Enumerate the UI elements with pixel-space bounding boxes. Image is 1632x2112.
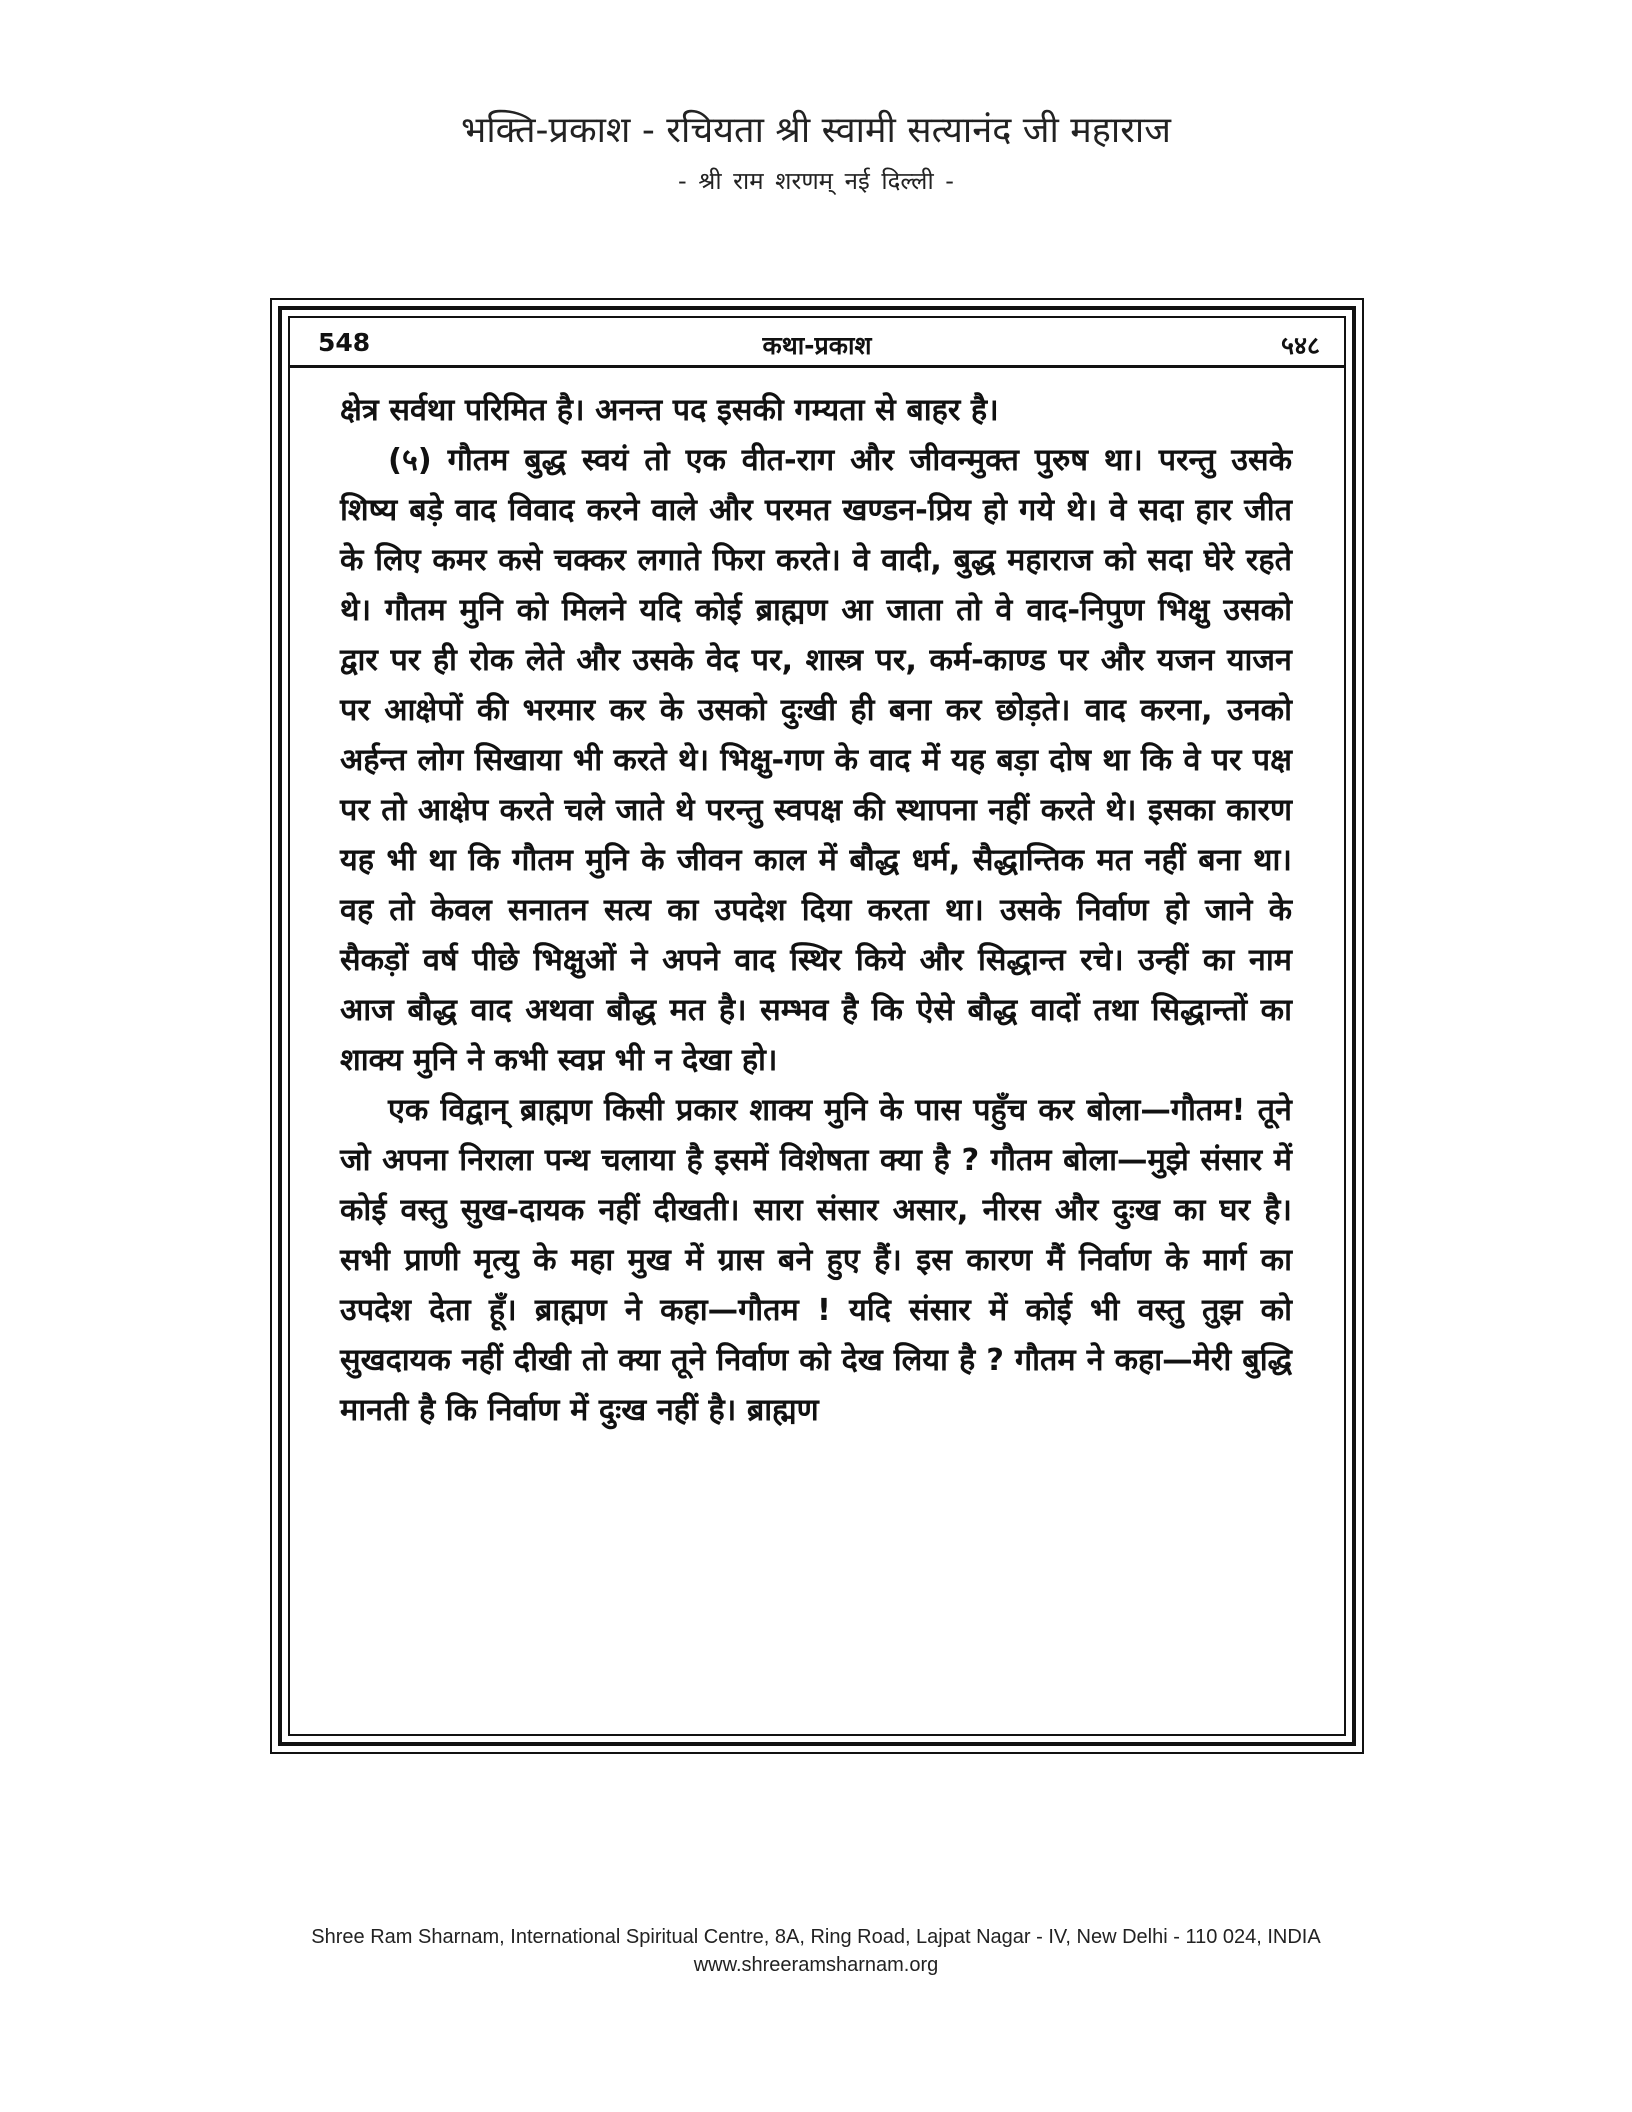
publisher-subtitle: - श्री राम शरणम् नई दिल्ली - — [678, 167, 954, 195]
paragraph-3: एक विद्वान् ब्राह्मण किसी प्रकार शाक्य मुनि के पास पहुँच कर बोला—गौतम! तूने जो अपना निराला पन्थ चलाया है इसमें विशेषता क्या है ? गौतम बोला—मुझे संसार में कोई वस्तु सुख-दायक नहीं दीखती। सारा संसार असार, नीरस और दुःख का घर है। सभी प्राणी मृत्यु के महा मुख में ग्रास बने हुए हैं। इस कारण मैं निर्वाण के मार्ग का उपदेश देता हूँ। ब्राह्मण ने कहा—गौतम ! यदि संसार में कोई भी वस्तु तुझ को सुखदायक नहीं दीखी तो क्या तूने निर्वाण को देख लिया है ? गौतम ने कहा—मेरी बुद्धि मानती है कि निर्वाण में दुःख नहीं है। ब्राह्मण — [340, 1093, 1292, 1428]
page-number: 548 — [318, 328, 371, 357]
footer-website: www.shreeramsharnam.org — [693, 1954, 939, 1976]
running-head — [290, 318, 1344, 368]
body-text — [340, 386, 1292, 1436]
section-title: कथा-प्रकाश — [762, 331, 872, 360]
page-frame — [270, 298, 1364, 1754]
page-number-devanagari: ५४८ — [1280, 331, 1320, 360]
paragraph-1: क्षेत्र सर्वथा परिमित है। अनन्त पद इसकी गम्यता से बाहर है। — [340, 393, 999, 428]
footer-address: Shree Ram Sharnam, International Spiritual Centre, 8A, Ring Road, Lajpat Nagar - IV, New Delhi - 110 024, INDIA — [311, 1926, 1321, 1948]
paragraph-2: (५) गौतम बुद्ध स्वयं तो एक वीत-राग और जीवन्मुक्त पुरुष था। परन्तु उसके शिष्य बड़े वाद विवाद करने वाले और परमत खण्डन-प्रिय हो गये थे। वे सदा हार जीत के लिए कमर कसे चक्कर लगाते फिरा करते। वे वादी, बुद्ध महाराज को सदा घेरे रहते थे। गौतम मुनि को मिलने यदि कोई ब्राह्मण आ जाता तो वे वाद-निपुण भिक्षु उसको द्वार पर ही रोक लेते और उसके वेद पर, शास्त्र पर, कर्म-काण्ड पर और यजन याजन पर आक्षेपों की भरमार कर के उसको दुःखी ही बना कर छोड़ते। वाद करना, उनको अर्हन्त लोग सिखाया भी करते थे। भिक्षु-गण के वाद में यह बड़ा दोष था कि वे पर पक्ष पर तो आक्षेप करते चले जाते थे परन्तु स्वपक्ष की स्थापना नहीं करते थे। इसका कारण यह भी था कि गौतम मुनि के जीवन काल में बौद्ध धर्म, सैद्धान्तिक मत नहीं बना था। वह तो केवल सनातन सत्य का उपदेश दिया करता था। उसके निर्वाण हो जाने के सैकड़ों वर्ष पीछे भिक्षुओं ने अपने वाद स्थिर किये और सिद्धान्त रचे। उन्हीं का नाम आज बौद्ध वाद अथवा बौद्ध मत है। सम्भव है कि ऐसे बौद्ध वादों तथा सिद्धान्तों का शाक्य मुनि ने कभी स्वप्न भी न देखा हो। — [340, 443, 1292, 1078]
book-title: भक्ति-प्रकाश - रचियता श्री स्वामी सत्यानंद जी महाराज — [461, 110, 1171, 151]
